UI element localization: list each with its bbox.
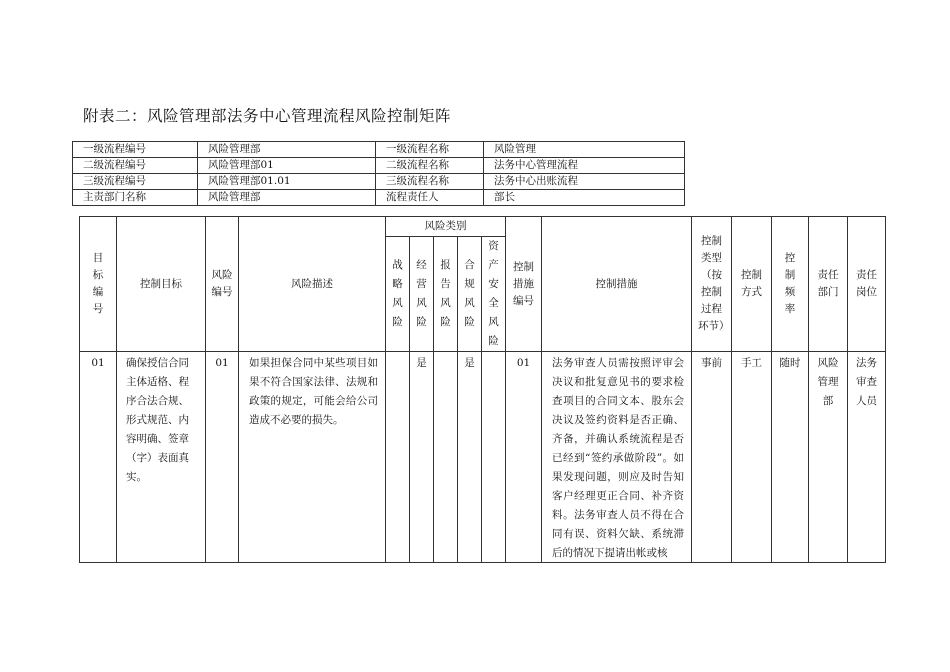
cell-cat-report <box>434 352 458 563</box>
info-row <box>73 158 685 174</box>
header-cat-operation <box>410 237 434 352</box>
header-cat-compliance-label: 合规风险 <box>464 259 475 328</box>
info-key: 三级流程名称 <box>376 174 484 190</box>
cell-cat-asset <box>482 352 506 563</box>
info-key: 三级流程编号 <box>73 174 198 190</box>
header-risk-description: 风险描述 <box>239 217 386 352</box>
info-value: 法务中心出账流程 <box>484 174 685 190</box>
header-control-type: 控制类型（按控制过程环节） <box>692 217 732 352</box>
info-row <box>73 174 685 190</box>
header-control-measure: 控制措施 <box>542 217 692 352</box>
info-value: 法务中心管理流程 <box>484 158 685 174</box>
cell-cat-compliance: 是 <box>458 352 482 563</box>
cell-cat-strategy <box>386 352 410 563</box>
cell-responsible-dept: 风险管理部 <box>809 352 848 563</box>
info-key: 二级流程编号 <box>73 158 198 174</box>
table-row <box>80 352 886 563</box>
header-risk-no: 风险编号 <box>206 217 239 352</box>
header-cat-asset <box>482 237 506 352</box>
info-value: 风险管理部01.01 <box>198 174 376 190</box>
info-value: 风险管理部 <box>198 190 376 206</box>
info-key: 一级流程名称 <box>376 142 484 158</box>
info-row <box>73 142 685 158</box>
cell-cat-operation: 是 <box>410 352 434 563</box>
cell-risk-no: 01 <box>206 352 239 563</box>
info-key: 主责部门名称 <box>73 190 198 206</box>
info-value: 部长 <box>484 190 685 206</box>
cell-control-method: 手工 <box>732 352 772 563</box>
info-key: 流程责任人 <box>376 190 484 206</box>
cell-control-frequency: 随时 <box>772 352 809 563</box>
cell-responsible-post: 法务审查人员 <box>848 352 886 563</box>
header-measure-no: 控制措施编号 <box>506 217 542 352</box>
info-row <box>73 190 685 206</box>
info-value: 风险管理部01 <box>198 158 376 174</box>
header-risk-category: 风险类别 <box>386 217 506 237</box>
cell-control-measure <box>542 352 692 563</box>
header-responsible-post: 责任岗位 <box>848 217 886 352</box>
header-cat-compliance <box>458 237 482 352</box>
cell-control-target: 确保授信合同主体适格、程序合法合规、形式规范、内容明确、签章（字）表面真实。 <box>117 352 206 563</box>
header-control-target: 控制目标 <box>117 217 206 352</box>
cell-target-no: 01 <box>80 352 117 563</box>
info-key: 一级流程编号 <box>73 142 198 158</box>
header-cat-operation-label: 经营风险 <box>416 259 427 328</box>
cell-risk-description: 如果担保合同中某些项目如果不符合国家法律、法规和政策的规定，可能会给公司造成不必要的损失。 <box>239 352 386 563</box>
process-info-table <box>72 141 685 206</box>
cell-control-type: 事前 <box>692 352 732 563</box>
header-target-no: 目标编号 <box>80 217 117 352</box>
info-key: 二级流程名称 <box>376 158 484 174</box>
header-cat-asset-label: 资产安全风险 <box>488 240 499 347</box>
control-measure-text: 法务审查人员需按照评审会决议和批复意见书的要求检查项目的合同文本、股东会决议及签约资料是否正确、齐备，并确认系统流程是否已经到“签约承做阶段”。如果发现问题，则应及时告知客户经理更正合同、补齐资料。法务审查人员不得在合同有误、资料欠缺、系统滞后的情况下提请出帐或核 <box>552 357 685 559</box>
page-title: 附表二：风险管理部法务中心管理流程风险控制矩阵 <box>83 107 452 125</box>
header-cat-report <box>434 237 458 352</box>
cell-measure-no: 01 <box>506 352 542 563</box>
header-control-method: 控制方式 <box>732 217 772 352</box>
header-cat-report-label: 报告风险 <box>440 259 451 328</box>
info-value: 风险管理部 <box>198 142 376 158</box>
header-control-frequency: 控制频率 <box>772 217 809 352</box>
header-responsible-dept: 责任部门 <box>809 217 848 352</box>
header-cat-strategy-label: 战略风险 <box>392 259 403 328</box>
header-cat-strategy <box>386 237 410 352</box>
info-value: 风险管理 <box>484 142 685 158</box>
risk-control-matrix <box>79 216 886 563</box>
